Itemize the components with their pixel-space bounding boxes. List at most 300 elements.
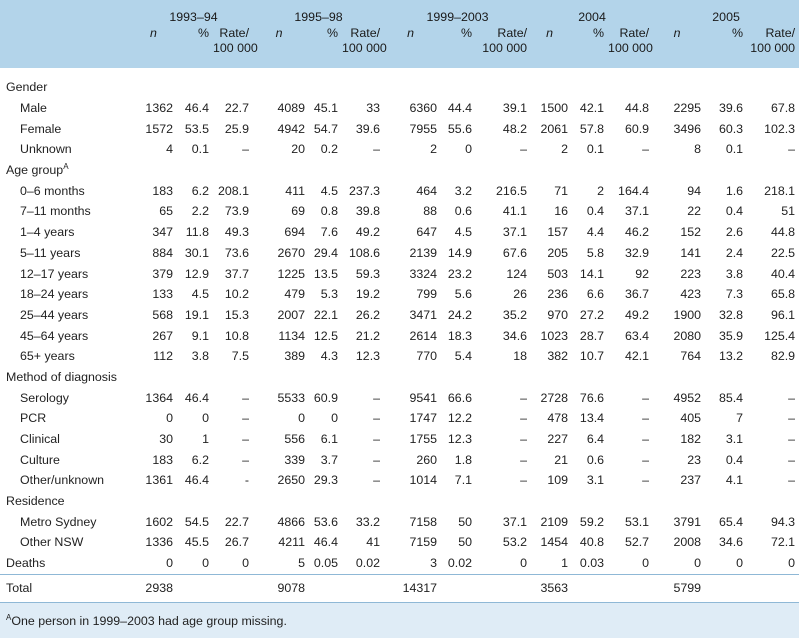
table-cell: 227 [547,432,569,447]
pct-header: % [309,24,342,68]
table-row [0,408,799,429]
table-cell: 2614 [409,328,438,343]
table-cell: 1023 [540,328,569,343]
table-cell: 0 [202,411,209,426]
table-cell: 125.4 [764,328,796,343]
table-cell: 45.5 [184,535,209,550]
table-cell: 4211 [278,535,306,550]
table-cell: 46.4 [184,390,209,405]
table-cell: 39.8 [355,204,381,219]
table-cell: 9541 [409,390,438,405]
table-row [0,222,799,243]
table-cell: 7955 [409,121,438,136]
row-label: 45–64 years [20,328,89,343]
table-row [0,263,799,284]
table-cell: 4866 [277,514,306,529]
table-cell: 5.4 [454,349,473,364]
table-cell: 4.1 [725,473,744,488]
table-header [0,0,799,68]
table-cell [441,574,476,602]
table-cell: 3496 [673,121,702,136]
table-cell: 36.7 [624,287,650,302]
table-row [0,387,799,408]
table-cell: 73.6 [224,245,250,260]
section-title: Age group$^A$ [6,161,69,178]
table-cell: 13.4 [579,411,605,426]
row-label: 0–6 months [20,183,85,198]
table-cell: 72.1 [770,535,796,550]
column-header-row [0,24,799,68]
table-cell: 5.3 [320,287,339,302]
table-cell: 13.2 [718,349,744,364]
table-cell: 37.1 [502,225,528,240]
table-cell: 1900 [673,307,702,322]
table-cell [177,574,213,602]
table-cell: 39.6 [355,121,381,136]
table-cell: 0.6 [586,452,605,467]
table-cell: 54.7 [313,121,339,136]
table-cell: 0.8 [320,204,339,219]
table-cell: 124 [506,266,528,281]
table-cell: 6.2 [191,183,209,198]
table-cell: 3.8 [191,349,209,364]
table-cell: – [242,142,250,157]
table-cell: 2007 [277,307,306,322]
deaths-row [0,553,799,574]
table-cell: 67.6 [502,245,528,260]
table-cell: 41.1 [502,204,528,219]
table-cell: – [788,473,796,488]
table-cell: 50 [458,535,473,550]
table-cell: 32.9 [624,245,650,260]
table-cell: 49.2 [624,307,650,322]
table-cell: – [788,432,796,447]
table-cell: 503 [547,266,569,281]
row-label: 7–11 months [20,204,91,219]
table-cell: 96.1 [770,307,796,322]
section-header-row [0,491,799,512]
table-cell: 24.2 [447,307,473,322]
table-cell: 1500 [540,101,569,116]
table-row [0,470,799,491]
table-cell: 39.6 [718,101,744,116]
table-cell: 59.3 [355,266,381,281]
table-cell: 48.2 [502,121,528,136]
table-cell: 5.6 [454,287,473,302]
rate-header: Rate/ 100 000 [342,24,384,68]
table-cell [747,574,799,602]
table-cell: 1572 [145,121,173,136]
table-cell: 42.1 [624,349,650,364]
table-cell: 3.1 [725,432,744,447]
table-cell: – [642,390,650,405]
table-cell: 22.7 [224,514,250,529]
table-cell: 44.8 [624,101,650,116]
table-cell: 11.8 [185,225,209,240]
row-label: Clinical [20,432,60,447]
table-cell: 92 [635,266,650,281]
table-cell: 6.2 [191,452,209,467]
table-cell: 647 [416,225,438,240]
table-cell: 1361 [145,473,173,488]
table-cell: 2670 [277,245,306,260]
table-cell: 16 [554,204,569,219]
table-cell: 40.4 [770,266,796,281]
section-title: Gender [6,80,48,95]
table-cell: 1134 [278,328,306,343]
table-cell: 1755 [409,432,438,447]
table-cell: – [788,142,796,157]
n-header: n [384,24,441,68]
table-cell: 12.3 [355,349,381,364]
table-cell: 411 [285,183,306,198]
table-cell: 10.8 [224,328,250,343]
table-cell: 4089 [277,101,306,116]
table-cell: 0 [298,411,306,426]
year-header: 2005 [653,0,799,24]
table-cell: 45.1 [313,101,339,116]
table-cell: – [788,411,796,426]
table-cell: 19.2 [355,287,381,302]
table-cell: 3324 [409,266,438,281]
table-cell: 6360 [409,101,438,116]
table-cell: 1364 [145,390,173,405]
table-cell: 6.6 [586,287,605,302]
table-cell: 0.4 [725,204,744,219]
table-cell: 65.8 [770,287,796,302]
table-cell: 223 [680,266,702,281]
table-cell: 2008 [673,535,702,550]
table-cell: 379 [152,266,173,281]
table-row [0,201,799,222]
pct-header: % [572,24,608,68]
table-cell: 478 [547,411,569,426]
table-cell: 339 [284,452,306,467]
pct-header: % [441,24,476,68]
table-cell: – [642,452,650,467]
table-cell: 205 [547,245,569,260]
rate-header: Rate/ 100 000 [476,24,531,68]
table-cell: 2061 [540,121,569,136]
table-cell: – [373,411,381,426]
table-cell: – [242,452,250,467]
table-cell: 479 [284,287,306,302]
table-cell: 2295 [673,101,702,116]
table-row [0,243,799,264]
table-cell: 1 [531,553,572,574]
table-cell: 208.1 [218,183,250,198]
table-cell: 35.2 [502,307,528,322]
table-cell: 19.1 [184,307,209,322]
table-cell: 3 [384,553,441,574]
table-cell: 7.5 [231,349,250,364]
table-cell: 37.1 [624,204,650,219]
row-label: PCR [20,411,47,426]
table-cell: 405 [680,411,702,426]
table-cell: 14.9 [447,245,473,260]
table-cell: 7 [736,411,744,426]
table-cell: 9.1 [191,328,209,343]
table-cell: – [373,390,381,405]
section-title: Method of diagnosis [6,369,117,384]
table-cell: 71 [554,183,569,198]
table-cell: 26.7 [224,535,250,550]
table-cell: 88 [423,204,438,219]
table-cell: 0 [465,142,473,157]
table-cell: 0 [608,553,653,574]
table-cell: 53.1 [624,514,650,529]
table-cell: 46.4 [313,535,339,550]
table-cell: 33 [366,101,381,116]
row-label: Deaths [0,553,134,574]
table-cell: – [788,390,796,405]
table-cell: 970 [547,307,569,322]
row-label: 1–4 years [20,225,75,240]
footnote [0,602,799,638]
n-header: n [253,24,309,68]
table-cell: – [373,473,381,488]
table-cell [309,574,342,602]
table-cell: 389 [284,349,306,364]
table-cell: 60.9 [313,390,339,405]
table-cell: 260 [416,452,438,467]
table-cell: 60.9 [624,121,650,136]
table-cell: 6.1 [320,432,339,447]
table-cell: 0 [747,553,799,574]
table-cell [476,574,531,602]
table-cell: 18 [513,349,528,364]
table-cell: – [642,142,650,157]
table-cell: 22 [687,204,702,219]
table-cell: 2139 [409,245,438,260]
table-cell: 60.3 [718,121,744,136]
row-label: Total [6,581,33,595]
n-header: n [653,24,705,68]
table-cell: 29.4 [313,245,339,260]
table-cell: 27.2 [579,307,605,322]
table-cell: 2 [561,142,569,157]
rate-header: Rate/ 100 000 [608,24,653,68]
table-cell: – [242,432,250,447]
table-cell: 51 [781,204,796,219]
table-cell: 0 [476,553,531,574]
table-cell: 49.2 [355,225,381,240]
row-label: Culture [20,452,60,467]
table-cell: 0 [653,553,705,574]
table-cell: 237 [680,473,702,488]
table-cell: 2109 [540,514,569,529]
table-cell: – [373,452,381,467]
table-cell: 94 [687,183,702,198]
table-cell: 22.1 [313,307,339,322]
table-cell [608,574,653,602]
table-cell: 267 [152,328,173,343]
table-row [0,305,799,326]
table-cell: 34.6 [502,328,528,343]
table-cell: 0.05 [309,553,342,574]
table-cell: 2.2 [191,204,209,219]
table-cell: 183 [152,183,173,198]
table-cell: 76.6 [579,390,605,405]
section-header-row [0,160,799,181]
table-cell: 10.7 [579,349,605,364]
table-cell: 770 [416,349,438,364]
table-cell: 33.2 [355,514,381,529]
table-cell [213,574,253,602]
footnote-text: One person in 1999–2003 had age group missing. [11,614,287,628]
table-cell: – [788,452,796,467]
table-cell: 4.5 [454,225,473,240]
table-cell: 67.8 [770,101,796,116]
table-cell: 46.4 [184,101,209,116]
pct-header: % [705,24,747,68]
table-cell: 2 [430,142,438,157]
table-cell: 5 [253,553,309,574]
table-cell: 0 [134,553,177,574]
year-header: 1993–94 [134,0,253,24]
table-cell: 8 [694,142,702,157]
table-row [0,118,799,139]
table-cell: 2938 [145,581,173,595]
table-cell: 85.4 [718,390,744,405]
table-cell: 1 [202,432,209,447]
rate-header: Rate/ 100 000 [213,24,253,68]
table-cell: 7159 [409,535,438,550]
row-label: 5–11 years [20,245,81,260]
table-cell: 0 [705,553,747,574]
table-cell [342,574,384,602]
table-cell: 423 [680,287,702,302]
table-cell: 164.4 [618,183,650,198]
row-label: Other/unknown [20,473,105,488]
table-cell [572,574,608,602]
year-header: 1995–98 [253,0,384,24]
table-cell: – [642,411,650,426]
table-cell: 94.3 [770,514,796,529]
table-cell: 21 [554,452,569,467]
table-cell: 133 [152,287,173,302]
table-cell: 0.2 [320,142,339,157]
row-label: Male [20,101,47,116]
table-cell: 15.3 [224,307,250,322]
table-cell: 157 [547,225,569,240]
table-cell: 25.9 [224,121,250,136]
table-cell: – [520,411,528,426]
table-cell: 556 [284,432,306,447]
table-cell: 0.03 [572,553,608,574]
table-cell: 1.8 [454,452,473,467]
table-cell: 2650 [277,473,306,488]
table-cell: 109 [547,473,569,488]
table-cell: 2080 [673,328,702,343]
table-cell: 0 [177,553,213,574]
table-cell: 34.6 [718,535,744,550]
table-cell: 59.2 [579,514,605,529]
year-header: 1999–2003 [384,0,531,24]
table-cell: 7.6 [320,225,339,240]
table-cell: 20 [291,142,306,157]
table-cell: 5799 [673,581,702,595]
table-cell: 799 [416,287,438,302]
table-cell: 382 [547,349,569,364]
table-cell: 1.6 [725,183,744,198]
total-row [0,574,799,602]
table-cell: 29.3 [313,473,339,488]
table-row [0,180,799,201]
table-cell: 2.6 [725,225,744,240]
table-cell: 112 [153,349,173,364]
table-cell: – [520,142,528,157]
table-cell: 12.5 [313,328,339,343]
row-label: 65+ years [20,349,75,364]
table-body [0,68,799,602]
table-cell: 4 [166,142,173,157]
row-label: Metro Sydney [20,514,97,529]
table-cell: 216.5 [496,183,528,198]
section-title: Residence [6,494,65,509]
table-cell: 3791 [673,514,702,529]
table-row [0,325,799,346]
table-cell: 65 [159,204,173,219]
table-cell: 236 [547,287,569,302]
table-cell: 44.8 [770,225,796,240]
table-cell: 0 [166,411,173,426]
table-cell: 46.2 [624,225,650,240]
year-header-row [0,0,799,24]
table-cell: – [242,411,250,426]
table-cell: 22.5 [770,245,796,260]
table-cell: – [520,432,528,447]
table-cell: 66.6 [447,390,473,405]
table-cell: – [520,452,528,467]
table-cell: – [642,432,650,447]
table-cell: 26 [513,287,528,302]
table-row [0,98,799,119]
table-row [0,449,799,470]
table-cell: 52.7 [624,535,650,550]
table-cell: 63.4 [624,328,650,343]
table-cell: 0.02 [342,553,384,574]
table-cell: 2 [597,183,605,198]
year-header: 2004 [531,0,653,24]
table-cell: – [520,390,528,405]
table-cell: - [244,473,250,488]
table-cell: 237.3 [349,183,381,198]
table-cell: 4.5 [320,183,339,198]
table-cell [705,574,747,602]
table-cell: 694 [284,225,306,240]
table-cell: 12.9 [184,266,209,281]
n-header: n [134,24,177,68]
row-label: Other NSW [20,535,84,550]
row-label: Female [20,121,62,136]
table-row [0,429,799,450]
table-cell: 218.1 [764,183,796,198]
footnote-marker: A [6,612,12,622]
table-cell: 23 [687,452,702,467]
table-cell: 4952 [673,390,702,405]
table-cell: – [242,390,250,405]
table-cell: 0.4 [586,204,605,219]
table-cell: 30 [159,432,173,447]
table-cell: – [373,432,381,447]
row-label: Serology [20,390,69,405]
table-cell: 41 [366,535,381,550]
table-cell: 7.3 [725,287,744,302]
table-cell: 1336 [145,535,173,550]
table-cell: 1362 [145,101,173,116]
table-cell: 5.8 [586,245,605,260]
